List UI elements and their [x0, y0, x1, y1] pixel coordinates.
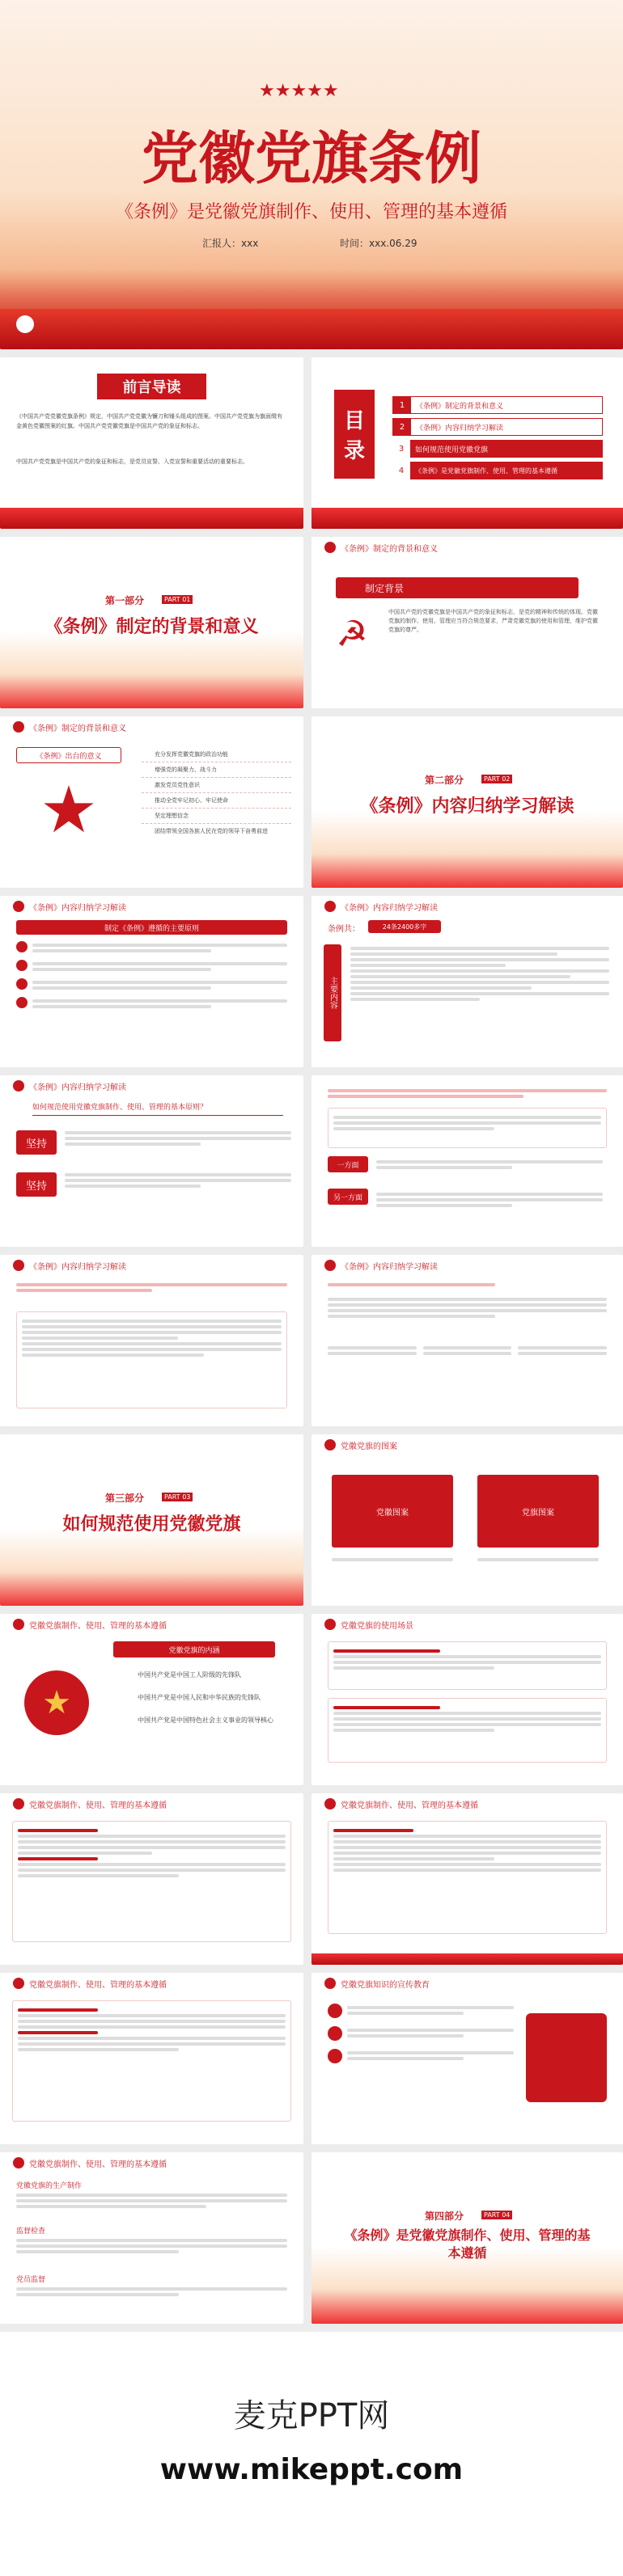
- breadcrumb: 《条例》制定的背景和意义: [0, 716, 303, 737]
- meaning-slide: [0, 716, 303, 888]
- mgmt-slide: [0, 2152, 303, 2324]
- part2-label: 第二部分: [425, 775, 464, 786]
- articles-list: [350, 944, 609, 1003]
- toc-label: [334, 390, 375, 479]
- content-item: 中国共产党是中国工人阶级的先锋队: [138, 1671, 241, 1679]
- use4-slide: [0, 1973, 303, 2144]
- raised-fist-icon: [526, 2013, 607, 2102]
- q4-body: [328, 1295, 607, 1320]
- toc-list: [392, 396, 603, 484]
- speaker-icon[interactable]: [16, 315, 34, 333]
- list-item: [16, 978, 287, 992]
- breadcrumb: 党徽党旗知识的宣传教育: [312, 1973, 623, 1994]
- mgmt-h3: 党员监督: [16, 2276, 46, 2284]
- tag-1: 坚持: [16, 1130, 57, 1155]
- part4-label: 第四部分: [425, 2211, 464, 2222]
- list-item: [16, 997, 287, 1011]
- star-row: ★★★★★: [259, 81, 339, 101]
- list-item: 坚定理想信念: [142, 809, 291, 824]
- mgmt-body-3: [16, 2285, 287, 2299]
- toc-label-a: 目: [343, 409, 365, 433]
- q2-slide: [312, 1075, 623, 1247]
- q3-question: [16, 1281, 287, 1294]
- q1-question: 如何规范使用党徽党旗制作、使用、管理的基本原则？: [32, 1101, 283, 1116]
- toc-item[interactable]: 4 《条例》是党徽党旗制作、使用、管理的基本遵循: [392, 462, 603, 479]
- q2-text-2: [376, 1190, 603, 1210]
- bg-heading: 制定背景: [336, 577, 578, 598]
- part1-title: 《条例》制定的背景和意义: [44, 616, 259, 637]
- pattern-slide: [312, 1434, 623, 1606]
- emblem-pattern: 党徽图案: [332, 1475, 453, 1548]
- bottom-ribbon: [312, 1953, 623, 1965]
- star-trophy-icon: ★: [40, 771, 98, 847]
- preface-p2: 中国共产党党旗是中国共产党的象征和标志，是党员宣誓、入党宣誓和重要活动的重要标志。: [16, 458, 248, 465]
- tag-1: 一方面: [328, 1156, 368, 1172]
- breadcrumb: 党徽党旗制作、使用、管理的基本遵循: [0, 1973, 303, 1994]
- q4-cols: [328, 1344, 607, 1358]
- use-slide: [312, 1614, 623, 1785]
- articles-side: 主要内容: [324, 944, 341, 1041]
- flag-pattern: 党旗图案: [477, 1475, 599, 1548]
- column: [423, 1344, 512, 1358]
- content-slide: [0, 1614, 303, 1785]
- red-ribbon: [0, 309, 623, 349]
- part3-label: 第三部分: [105, 1493, 145, 1504]
- part1-slide: [0, 537, 303, 708]
- party-emblem-icon: ☭: [328, 610, 376, 658]
- list-item: [328, 2026, 514, 2041]
- part4-title: 《条例》是党徽党旗制作、使用、管理的基本遵循: [344, 2228, 591, 2261]
- use3-card: [328, 1821, 607, 1934]
- edu-slide: [312, 1973, 623, 2144]
- q3-slide: [0, 1255, 303, 1426]
- column: [518, 1344, 607, 1358]
- mgmt-body-1: [16, 2191, 287, 2211]
- q1-slide: [0, 1075, 303, 1247]
- q2-intro: [328, 1087, 607, 1100]
- reporter: 汇报人：xxx: [202, 238, 259, 249]
- part2-slide: [312, 716, 623, 888]
- q1-text-1: [65, 1129, 291, 1148]
- bottom-ribbon: [0, 508, 303, 529]
- pattern-caption-left: [332, 1556, 453, 1564]
- part2-title: 《条例》内容归纳学习解读: [360, 796, 574, 817]
- toc-item[interactable]: 3 如何规范使用党徽党旗: [392, 440, 603, 458]
- meaning-heading: 《条例》出台的意义: [16, 747, 121, 763]
- use-card-1: [328, 1641, 607, 1690]
- list-item: [328, 2004, 514, 2018]
- principles-heading: 制定《条例》遵循的主要原则: [16, 920, 287, 935]
- tag-2: 另一方面: [328, 1189, 368, 1205]
- use4-card: [12, 2000, 291, 2122]
- part4-slide: [312, 2152, 623, 2324]
- time: 时间：xxx.06.29: [340, 238, 417, 249]
- breadcrumb: 党徽党旗制作、使用、管理的基本遵循: [0, 1793, 303, 1814]
- tag-2: 坚持: [16, 1172, 57, 1197]
- principles-slide: [0, 896, 303, 1067]
- list-item: 充分发挥党徽党旗的政治功能: [142, 747, 291, 762]
- part1-label: 第一部分: [105, 595, 145, 606]
- list-item: 推动全党牢记初心、牢记使命: [142, 793, 291, 809]
- part3-slide: [0, 1434, 303, 1606]
- content-item: 中国共产党是中国人民和中华民族的先锋队: [138, 1694, 261, 1701]
- bottom-ribbon: [312, 508, 623, 529]
- principles-list: [16, 941, 287, 1016]
- brand-url[interactable]: www.mikeppt.com: [159, 2453, 464, 2486]
- breadcrumb: 《条例》内容归纳学习解读: [312, 1255, 623, 1276]
- content-item: 中国共产党是中国特色社会主义事业的领导核心: [138, 1717, 273, 1724]
- q2-text-1: [376, 1158, 603, 1172]
- list-item: [16, 941, 287, 955]
- part4-no: PART 04: [481, 2211, 512, 2219]
- q1-text-2: [65, 1171, 291, 1190]
- list-item: [328, 2049, 514, 2063]
- pattern-caption-right: [477, 1556, 599, 1564]
- toc-label-b: 录: [343, 439, 365, 463]
- use3-slide: [312, 1793, 623, 1965]
- breadcrumb: 党徽党旗制作、使用、管理的基本遵循: [0, 1614, 303, 1635]
- breadcrumb: 党徽党旗的图案: [312, 1434, 623, 1455]
- q4-slide: [312, 1255, 623, 1426]
- q4-question: [328, 1281, 607, 1289]
- mgmt-body-2: [16, 2236, 287, 2256]
- breadcrumb: 《条例》内容归纳学习解读: [0, 1255, 303, 1276]
- bg-text: 中国共产党的党徽党旗是中国共产党的象征和标志，是党的精神和传统的体现。党徽党旗的制作、使用、管理应当符合规范要求，严肃党徽党旗的使用和管理，维护党徽党旗的尊严。: [388, 609, 598, 634]
- content-heading: 党徽党旗的内涵: [113, 1641, 275, 1658]
- national-emblem-icon: ★: [24, 1670, 89, 1735]
- edu-list: [328, 2004, 514, 2071]
- cover-subtitle: 《条例》是党徽党旗制作、使用、管理的基本遵循: [115, 202, 507, 222]
- list-item: [16, 960, 287, 973]
- part3-title: 如何规范使用党徽党旗: [62, 1514, 241, 1535]
- mgmt-h1: 党徽党旗的生产制作: [16, 2182, 83, 2190]
- breadcrumb: 《条例》制定的背景和意义: [312, 537, 623, 558]
- preface-slide: [0, 357, 303, 529]
- breadcrumb: 党徽党旗制作、使用、管理的基本遵循: [312, 1793, 623, 1814]
- list-item: 激发党员党性意识: [142, 778, 291, 793]
- toc-slide: [312, 357, 623, 529]
- part1-no: PART 01: [162, 595, 193, 604]
- q3-body: [16, 1311, 287, 1408]
- brand-name: 麦克PPT网: [233, 2397, 390, 2435]
- articles-badge: 24条2400多字: [368, 920, 441, 933]
- use2-slide: [0, 1793, 303, 1965]
- background-slide: [312, 537, 623, 708]
- toc-item[interactable]: 1 《条例》制定的背景和意义: [392, 396, 603, 414]
- preface-p1: 《中国共产党党徽党旗条例》规定，中国共产党党徽为镰刀和锤头组成的图案。中国共产党党旗为旗面缀有金黄色党徽图案的红旗。中国共产党党徽党旗是中国共产党的象征和标志。: [16, 413, 282, 429]
- cover-slide: [0, 0, 623, 349]
- breadcrumb: 党徽党旗的使用场景: [312, 1614, 623, 1635]
- meaning-list: [142, 747, 291, 838]
- mgmt-h2: 监督检查: [16, 2228, 46, 2236]
- part2-no: PART 02: [481, 775, 512, 783]
- articles-label: 条例共：: [328, 925, 360, 934]
- use-card-2: [328, 1698, 607, 1763]
- toc-item[interactable]: 2 《条例》内容归纳学习解读: [392, 418, 603, 436]
- column: [328, 1344, 417, 1358]
- preface-title: 前言导读: [97, 374, 206, 399]
- list-item: 团结带领全国各族人民在党的领导下奋勇前进: [155, 828, 268, 834]
- cover-title: 党徽党旗条例: [142, 125, 481, 192]
- breadcrumb: 《条例》内容归纳学习解读: [0, 896, 303, 917]
- use2-card: [12, 1821, 291, 1942]
- breadcrumb: 党徽党旗制作、使用、管理的基本遵循: [0, 2152, 303, 2173]
- list-item: 增强党的凝聚力、战斗力: [142, 762, 291, 778]
- q2-quote: [328, 1108, 607, 1148]
- breadcrumb: 《条例》内容归纳学习解读: [312, 896, 623, 917]
- part3-no: PART 03: [162, 1493, 193, 1501]
- breadcrumb: 《条例》内容归纳学习解读: [0, 1075, 303, 1096]
- brand-area: [0, 2332, 623, 2576]
- articles-slide: [312, 896, 623, 1067]
